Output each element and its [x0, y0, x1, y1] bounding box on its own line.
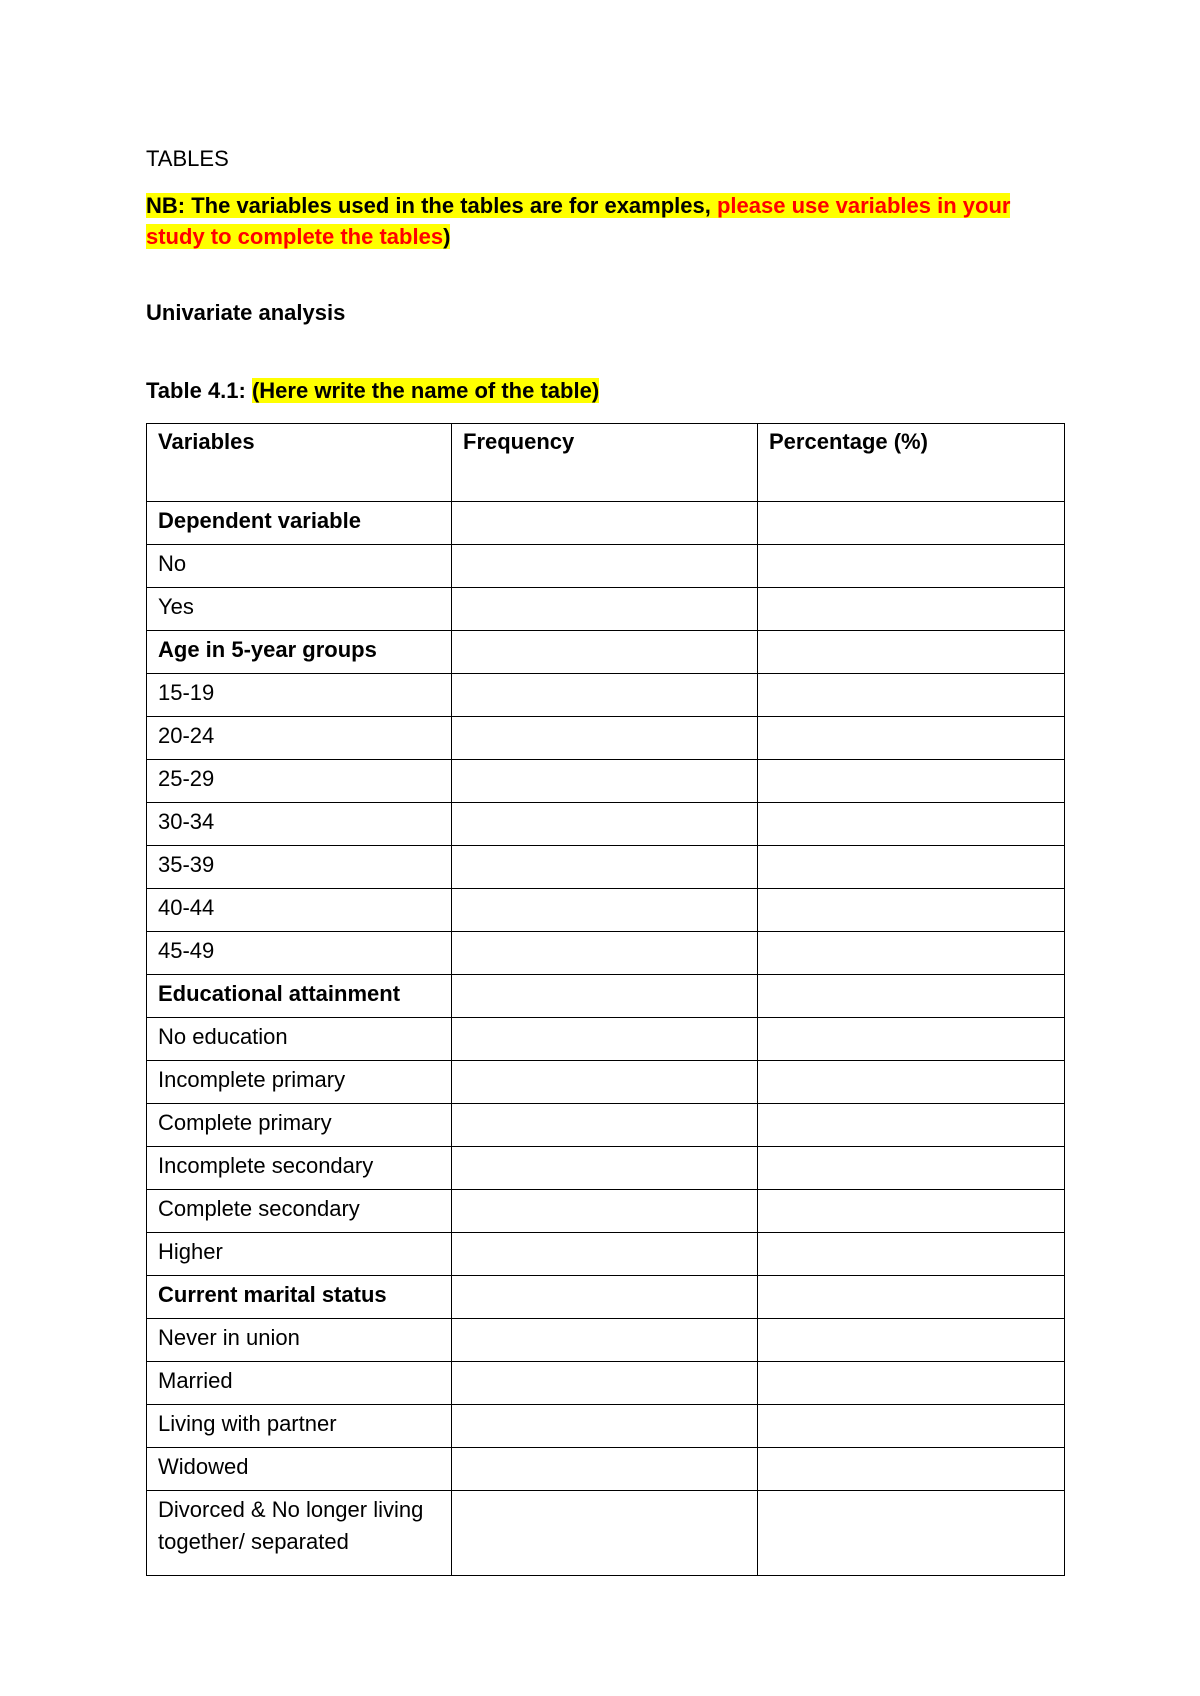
note-suffix: ) [443, 224, 451, 249]
frequency-cell [452, 502, 758, 545]
frequency-cell [452, 674, 758, 717]
category-row [147, 631, 1065, 674]
frequency-cell [452, 631, 758, 674]
percentage-cell [758, 846, 1065, 889]
variable-label: Incomplete primary [147, 1061, 452, 1104]
table-row [147, 1405, 1065, 1448]
category-label: Educational attainment [147, 975, 452, 1018]
frequency-cell [452, 1405, 758, 1448]
frequency-cell [452, 1491, 758, 1576]
percentage-cell [758, 631, 1065, 674]
table-row [147, 803, 1065, 846]
table-row [147, 1319, 1065, 1362]
percentage-cell [758, 1233, 1065, 1276]
variable-label: 45-49 [147, 932, 452, 975]
frequency-cell [452, 803, 758, 846]
percentage-cell [758, 1147, 1065, 1190]
frequency-cell [452, 1104, 758, 1147]
percentage-cell [758, 1491, 1065, 1576]
percentage-cell [758, 975, 1065, 1018]
frequency-cell [452, 975, 758, 1018]
percentage-cell [758, 1190, 1065, 1233]
frequency-cell [452, 1233, 758, 1276]
document-heading: TABLES [146, 146, 229, 171]
table-row [147, 932, 1065, 975]
variable-label: No education [147, 1018, 452, 1061]
percentage-cell [758, 674, 1065, 717]
category-row [147, 975, 1065, 1018]
percentage-cell [758, 889, 1065, 932]
univariate-table [146, 423, 1065, 1576]
variable-label: Divorced & No longer living together/ separated [147, 1491, 452, 1576]
variable-label: Widowed [147, 1448, 452, 1491]
frequency-cell [452, 889, 758, 932]
header-frequency: Frequency [452, 424, 758, 502]
percentage-cell [758, 803, 1065, 846]
table-row [147, 588, 1065, 631]
category-row [147, 1276, 1065, 1319]
variable-label: No [147, 545, 452, 588]
variable-label: Never in union [147, 1319, 452, 1362]
percentage-cell [758, 717, 1065, 760]
percentage-cell [758, 588, 1065, 631]
percentage-cell [758, 1405, 1065, 1448]
percentage-cell [758, 932, 1065, 975]
frequency-cell [452, 846, 758, 889]
percentage-cell [758, 1276, 1065, 1319]
table-caption [146, 377, 599, 405]
frequency-cell [452, 932, 758, 975]
frequency-cell [452, 1061, 758, 1104]
percentage-cell [758, 760, 1065, 803]
table-row [147, 1362, 1065, 1405]
variable-label: 35-39 [147, 846, 452, 889]
table-row [147, 1061, 1065, 1104]
instruction-note [146, 190, 1066, 252]
table-row [147, 1448, 1065, 1491]
percentage-cell [758, 1018, 1065, 1061]
variable-label: 40-44 [147, 889, 452, 932]
frequency-cell [452, 1448, 758, 1491]
frequency-cell [452, 1362, 758, 1405]
note-red-text: please use variables in your study to complete the tables [146, 193, 1011, 249]
header-variables: Variables [147, 424, 452, 502]
frequency-cell [452, 1147, 758, 1190]
percentage-cell [758, 1448, 1065, 1491]
table-row [147, 889, 1065, 932]
table-row [147, 1147, 1065, 1190]
table-row [147, 545, 1065, 588]
percentage-cell [758, 502, 1065, 545]
variable-label: Incomplete secondary [147, 1147, 452, 1190]
table-row [147, 1018, 1065, 1061]
table-row [147, 1491, 1065, 1576]
table-header-row [147, 424, 1065, 502]
table-row [147, 760, 1065, 803]
percentage-cell [758, 545, 1065, 588]
variable-label: 15-19 [147, 674, 452, 717]
table-row [147, 717, 1065, 760]
variable-label: Complete primary [147, 1104, 452, 1147]
variable-label: 30-34 [147, 803, 452, 846]
frequency-cell [452, 1190, 758, 1233]
frequency-cell [452, 1276, 758, 1319]
percentage-cell [758, 1362, 1065, 1405]
frequency-cell [452, 545, 758, 588]
variable-label: Living with partner [147, 1405, 452, 1448]
variable-label: Married [147, 1362, 452, 1405]
variable-label: 25-29 [147, 760, 452, 803]
table-row [147, 1104, 1065, 1147]
variable-label: Higher [147, 1233, 452, 1276]
note-prefix: NB: The variables used in the tables are for examples, [146, 193, 717, 218]
variable-label: 20-24 [147, 717, 452, 760]
category-row [147, 502, 1065, 545]
header-percentage: Percentage (%) [758, 424, 1065, 502]
section-title: Univariate analysis [146, 300, 346, 325]
category-label: Current marital status [147, 1276, 452, 1319]
variable-label: Yes [147, 588, 452, 631]
category-label: Age in 5-year groups [147, 631, 452, 674]
table-row [147, 674, 1065, 717]
percentage-cell [758, 1319, 1065, 1362]
frequency-cell [452, 1018, 758, 1061]
table-caption-placeholder: (Here write the name of the table) [251, 378, 600, 403]
table-caption-label: Table 4.1: [146, 378, 252, 403]
frequency-cell [452, 588, 758, 631]
category-label: Dependent variable [147, 502, 452, 545]
table-row [147, 1233, 1065, 1276]
table-row [147, 846, 1065, 889]
variable-label: Complete secondary [147, 1190, 452, 1233]
frequency-cell [452, 760, 758, 803]
percentage-cell [758, 1061, 1065, 1104]
table-row [147, 1190, 1065, 1233]
percentage-cell [758, 1104, 1065, 1147]
frequency-cell [452, 717, 758, 760]
frequency-cell [452, 1319, 758, 1362]
